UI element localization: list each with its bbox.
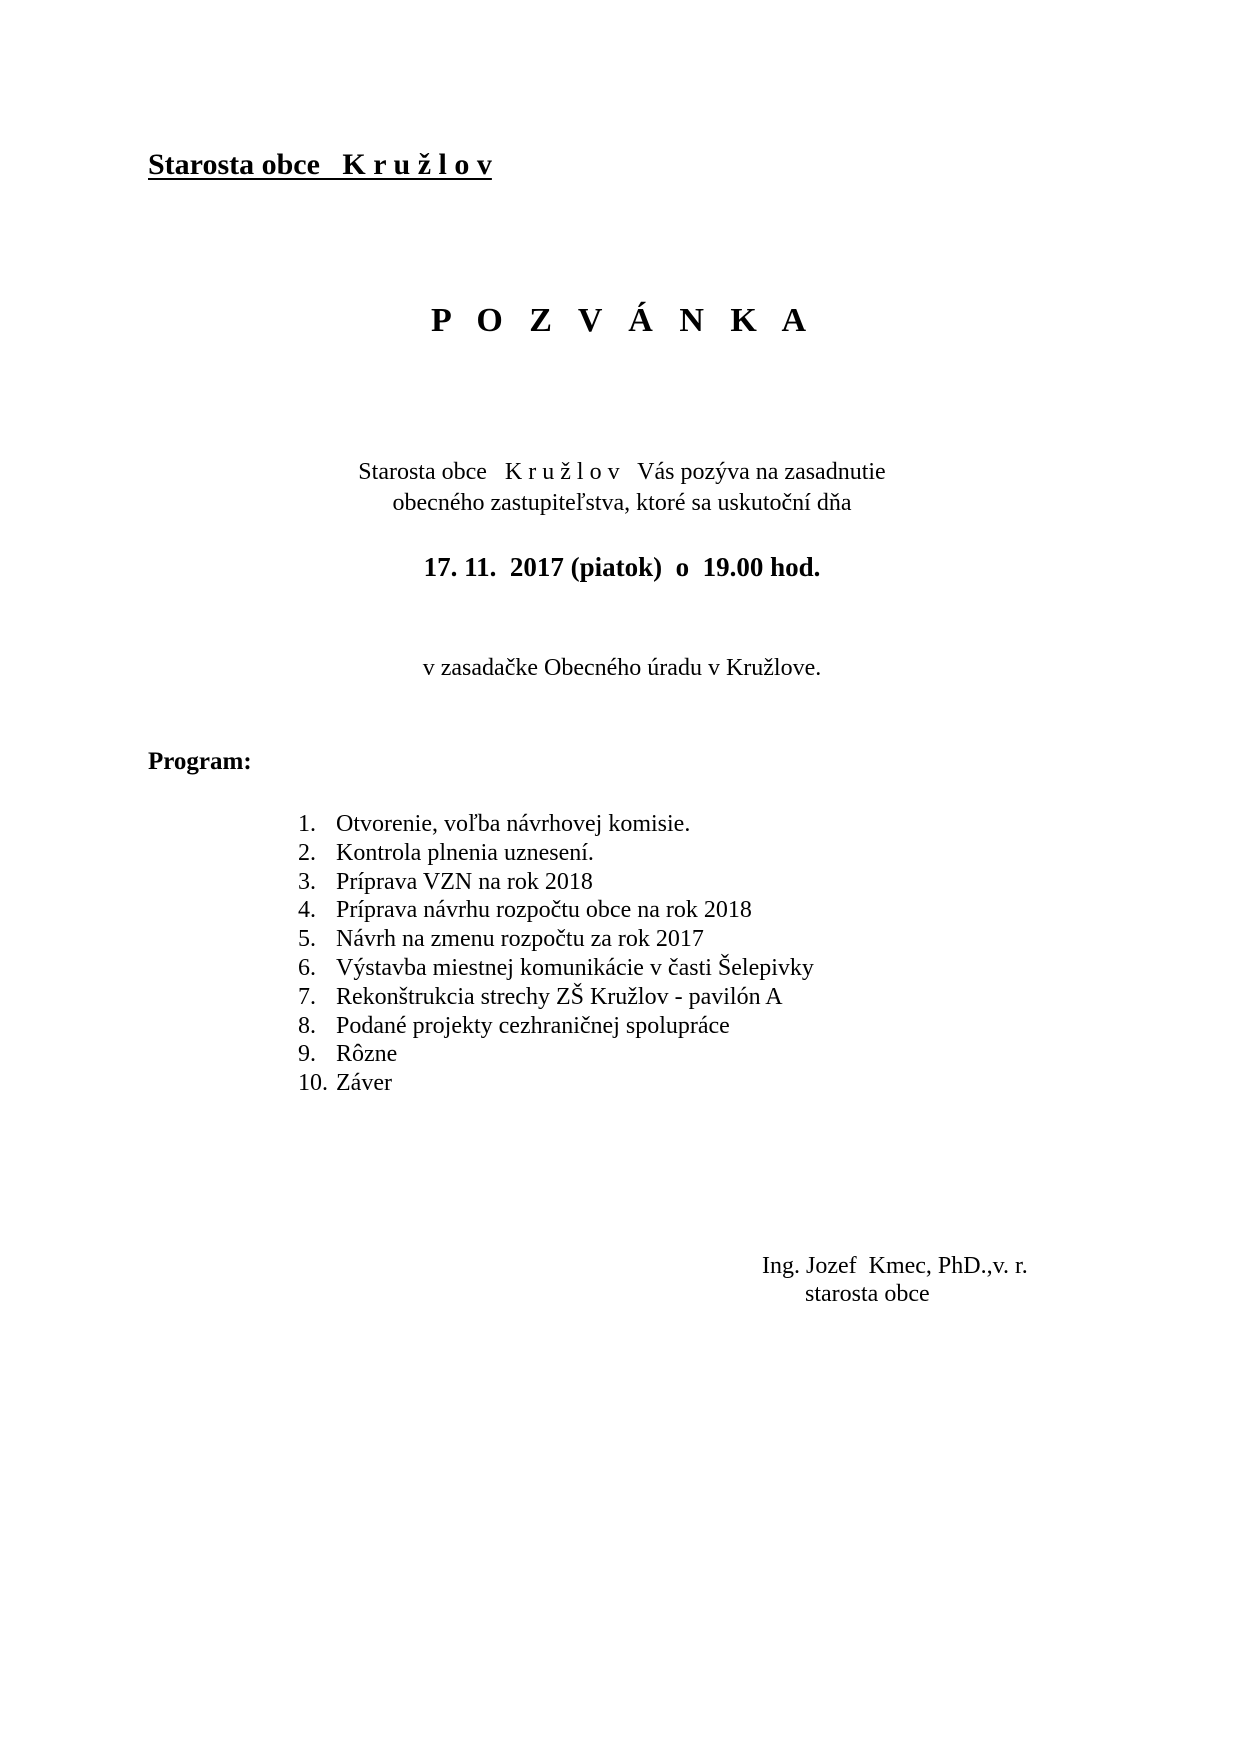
program-item-text: Kontrola plnenia uznesení. bbox=[336, 839, 594, 866]
program-item-text: Návrh na zmenu rozpočtu za rok 2017 bbox=[336, 926, 704, 953]
program-item bbox=[298, 1012, 814, 1041]
program-item-number: 2. bbox=[298, 839, 316, 866]
program-item-text: Rekonštrukcia strechy ZŠ Kružlov - pavilón A bbox=[336, 983, 783, 1010]
program-item-number: 5. bbox=[298, 926, 316, 953]
program-item-text: Výstavba miestnej komunikácie v časti Šelepivky bbox=[336, 954, 814, 981]
program-item-number: 3. bbox=[298, 868, 316, 895]
meeting-date: 17. 11. 2017 (piatok) o 19.00 hod. bbox=[423, 552, 821, 582]
program-item-number: 7. bbox=[298, 983, 316, 1010]
program-item bbox=[298, 896, 814, 925]
program-item-number: 8. bbox=[298, 1012, 316, 1039]
program-item-text: Záver bbox=[336, 1070, 392, 1097]
program-item bbox=[298, 954, 814, 983]
program-item bbox=[298, 983, 814, 1012]
program-item bbox=[298, 1069, 814, 1098]
program-item bbox=[298, 868, 814, 897]
program-item bbox=[298, 839, 814, 868]
meeting-place: v zasadačke Obecného úradu v Kružlove. bbox=[422, 655, 822, 681]
program-item-text: Príprava návrhu rozpočtu obce na rok 2018 bbox=[336, 897, 752, 924]
invitation-line-2: obecného zastupiteľstva, ktoré sa uskutoční dňa bbox=[392, 490, 852, 516]
program-item-text: Otvorenie, voľba návrhovej komisie. bbox=[336, 811, 691, 837]
program-item-text: Podané projekty cezhraničnej spolupráce bbox=[336, 1012, 730, 1039]
program-item bbox=[298, 925, 814, 954]
program-item-number: 10. bbox=[298, 1070, 328, 1097]
program-item-text: Rôzne bbox=[336, 1041, 398, 1068]
program-item-text: Príprava VZN na rok 2018 bbox=[336, 868, 593, 895]
program-item-number: 9. bbox=[298, 1041, 316, 1068]
signature-name: Ing. Jozef Kmec, PhD.,v. r. bbox=[762, 1253, 1028, 1279]
program-item bbox=[298, 810, 814, 839]
program-item-number: 6. bbox=[298, 954, 316, 981]
program-item bbox=[298, 1040, 814, 1069]
program-label: Program: bbox=[148, 748, 252, 775]
program-item-number: 1. bbox=[298, 811, 316, 837]
invitation-line-1: Starosta obce K r u ž l o v Vás pozýva na zasadnutie bbox=[358, 459, 886, 485]
document-title: P O Z V Á N K A bbox=[430, 302, 816, 339]
document-heading: Starosta obce K r u ž l o v bbox=[148, 148, 492, 181]
program-list bbox=[298, 810, 814, 1098]
program-item-number: 4. bbox=[298, 897, 316, 924]
signature-role: starosta obce bbox=[805, 1281, 930, 1307]
